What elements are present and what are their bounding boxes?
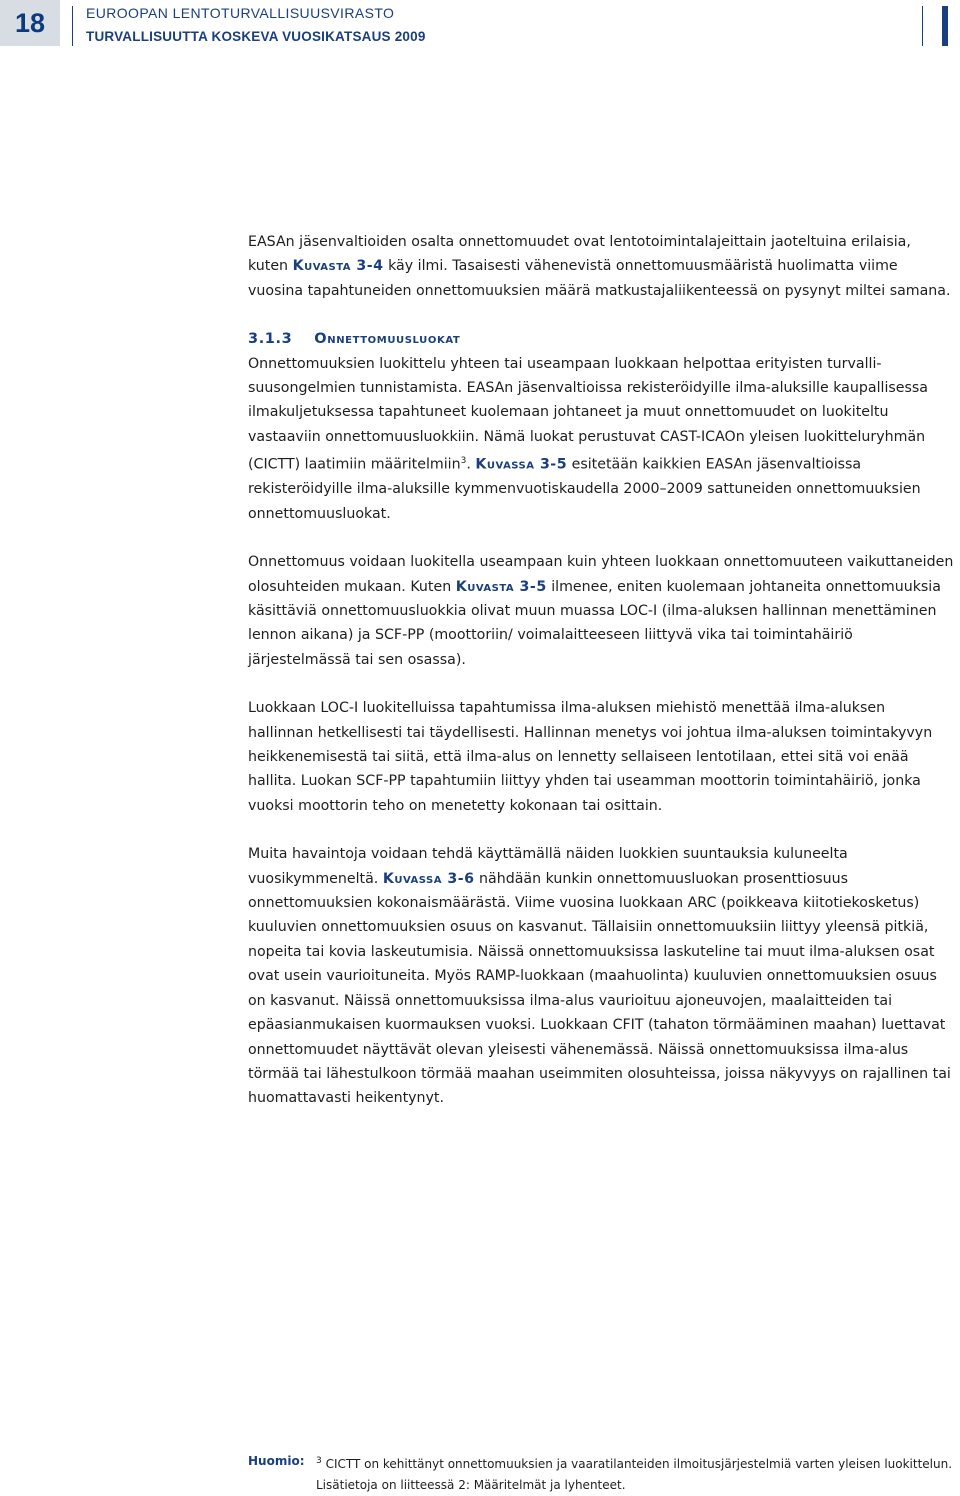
footnote-marker: 3 (460, 456, 467, 467)
footnote-text (316, 1451, 956, 1496)
section-title: Onnettomuusluokat (314, 331, 461, 348)
header-divider-left (72, 6, 73, 46)
header-report-title: TURVALLISUUTTA KOSKEVA VUOSIKATSAUS 2009 (86, 29, 426, 44)
footnote-line-1: CICTT on kehittänyt onnettomuuksien ja vaaratilanteiden ilmoitusjärjestelmiä varten yleisen luokittelun. (325, 1457, 953, 1471)
figure-reference: Kuvasta 3-4 (292, 258, 384, 275)
footnote-number: 3 (316, 1456, 322, 1466)
header-organization: EUROOPAN LENTOTURVALLISUUSVIRASTO (86, 5, 395, 21)
section-number: 3.1.3 (248, 331, 293, 348)
figure-reference: Kuvassa 3-6 (382, 870, 475, 887)
paragraph-1: EASAn jäsenvaltioiden osalta onnettomuudet ovat lentotoimintalajeittain jaoteltuina erilaisia, kuten Kuvasta 3-4 käy ilmi. Tasaisesti vähenevistä onnettomuusmääristä huolimatta viime vuosina tapahtuneiden onnettomuuksien määrä matkustajaliikenteessä on pysynyt miltei samana. (248, 234, 951, 299)
page-number: 18 (0, 0, 60, 46)
footnote-line-2: Lisätietoja on liitteessä 2: Määritelmät ja lyhenteet. (316, 1478, 626, 1492)
figure-reference: Kuvassa 3-5 (475, 456, 568, 473)
paragraph-4: Luokkaan LOC-I luokitelluissa tapahtumissa ilma-aluksen miehistö menettää ilma-aluksen hallinnan hetkellisesti tai täydellisesti. Hallinnan menetys voi johtua ilma-aluksen toimintakyvyn heikkenemisestä tai siitä, että ilma-alus on lennetty sellaiseen lentotilaan, ettei sitä voi enää hallita. Luokan SCF-PP tapahtumiin liittyy yhden tai useamman moottorin toimintahäiriö, jonka vuoksi moottorin teho on menetetty kokonaan tai osittain. (248, 700, 933, 814)
section-heading (248, 327, 954, 351)
header-divider-right-thick (942, 6, 948, 46)
paragraph-3: Onnettomuus voidaan luokitella useampaan kuin yhteen luokkaan onnettomuuteen vaikuttaneiden olosuhteiden mukaan. Kuten Kuvasta 3-5 ilmenee, eniten kuolemaan johtaneita onnettomuuksia käsittäviä onnettomuusluokkia olivat muun muassa LOC-I (ilma-aluksen hallinnan menettäminen lennon aikana) ja SCF-PP (moottoriin/ voimalaitteeseen liittyvä vika tai toimintahäiriö järjestelmässä tai sen osassa). (248, 554, 954, 668)
footnote-label: Huomio: (248, 1454, 305, 1468)
main-content (248, 230, 954, 1111)
header-divider-right-thin (922, 6, 923, 46)
paragraph-5: Muita havaintoja voidaan tehdä käyttämällä näiden luokkien suuntauksia kuluneelta vuosikymmeneltä. Kuvassa 3-6 nähdään kunkin onnettomuusluokan prosenttiosuus onnettomuuksien kokonaismäärästä. Viime vuosina luokkaan ARC (poikkeava kiitotiekosketus) kuuluvien onnettomuuksien osuus on kasvanut. Tällaisiin onnettomuuksiin liittyy yleensä pitkiä, nopeita tai kovia laskeutumisia. Näissä onnettomuuksissa laskuteline tai muut ilma-aluksen osat ovat usein vaurioituneita. Myös RAMP-luokkaan (maahuolinta) kuuluvien onnettomuuksien osuus on kasvanut. Näissä onnettomuuksissa ilma-alus vaurioituu ajoneuvojen, maalaitteiden tai epäasianmukaisen kuormauksen vuoksi. Luokkaan CFIT (tahaton törmääminen maahan) luettavat onnettomuudet näyttävät olevan yleisesti vähenemässä. Näissä onnettomuuksissa ilma-alus törmää tai lähestulkoon törmää maahan useimmiten olosuhteissa, joissa näkyvyys on rajallinen tai huomattavasti heikentynyt. (248, 846, 951, 1107)
figure-reference: Kuvasta 3-5 (455, 578, 547, 595)
paragraph-2: Onnettomuuksien luokittelu yhteen tai useampaan luokkaan helpottaa erityisten turvalli-suusongelmien tunnistamista. EASAn jäsenvaltioissa rekisteröidyille ilma-aluksille kaupallisessa ilmakuljetuksessa tapahtuneet kuolemaan johtaneet ja muut onnettomuudet on luokiteltu vastaaviin onnettomuusluokkiin. Nämä luokat perustuvat CAST-ICAOn yleisen luokitteluryhmän (CICTT) laatimiin määritelmiin$^3$. Kuvassa 3-5 esitetään kaikkien EASAn jäsenvaltioissa rekisteröidyille ilma-aluksille kymmenvuotiskaudella 2000–2009 sattuneiden onnettomuuksien onnettomuusluokat. (248, 355, 928, 522)
